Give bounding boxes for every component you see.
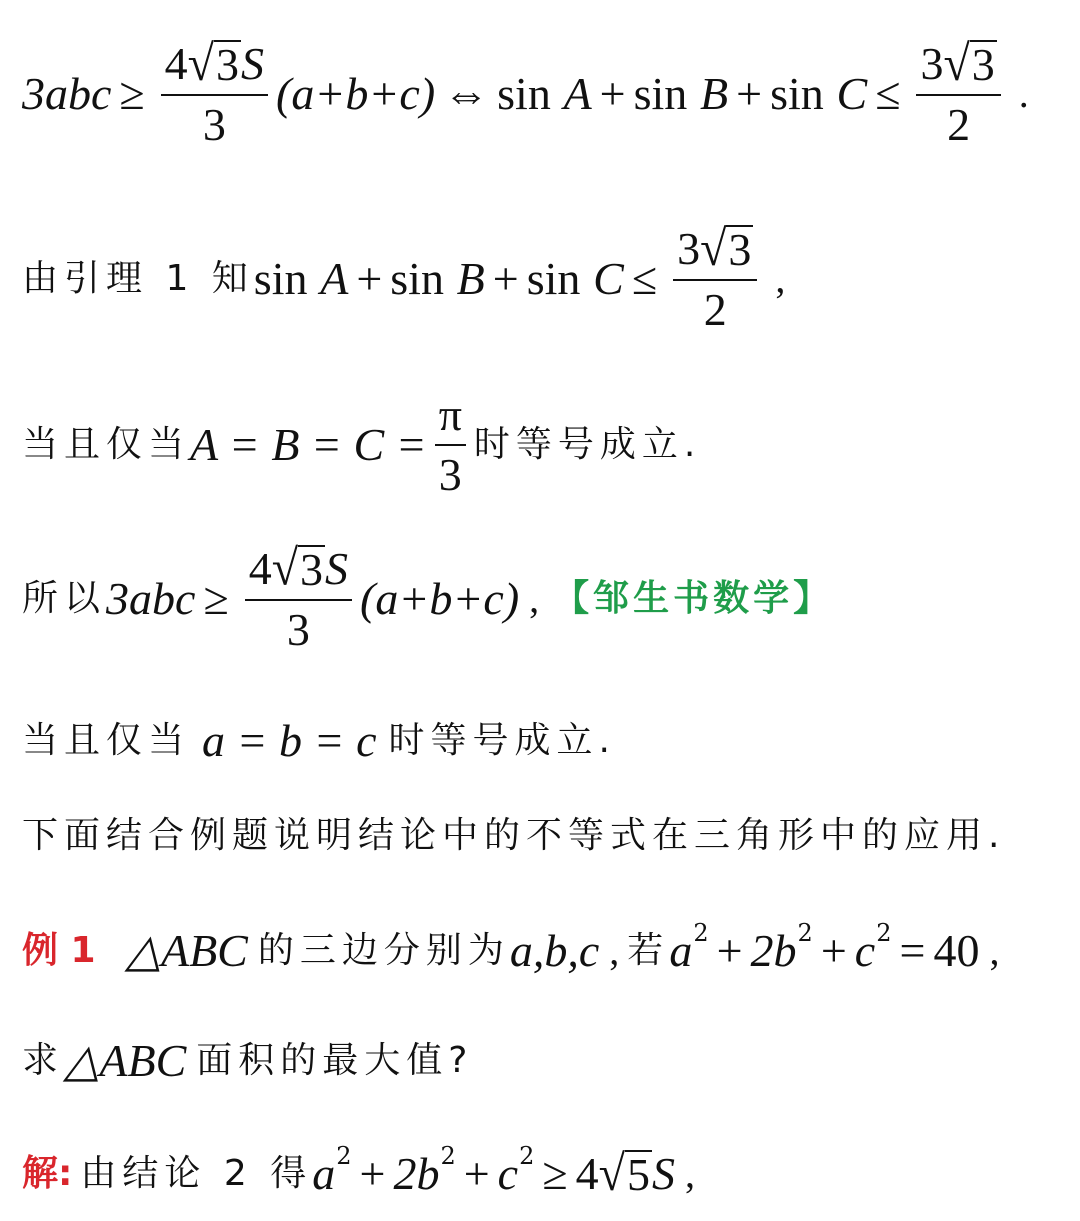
fraction-3sqrt3-over-2: 3 √ 3 2 [916, 40, 1000, 148]
solution-label: 解: [22, 1153, 73, 1194]
fraction-denominator: 3 [202, 99, 226, 150]
equality-ABC: A = B = C = [190, 419, 427, 470]
text-line-6: 下面结合例题说明结论中的不等式在三角形中的应用. [22, 815, 1006, 856]
formula-line-2: 由引理 1 知 sin A + sin B + sin C ≤ 3 √ 3 2 , [22, 220, 786, 335]
lhs-3abc: 3abc [22, 68, 112, 119]
solution-line: 解: 由结论 2 得 a 2 + 2b 2 + c 2 ≥ 4 √ 5 S , [22, 1142, 695, 1202]
sqrt-5: √ 5 [598, 1145, 650, 1202]
iff-symbol: ⇔ [443, 68, 490, 119]
example-label: 例 1 [22, 930, 96, 971]
fraction-numerator: 4 √ 3 S [161, 40, 268, 96]
lemma-prefix: 由引理 1 知 [22, 258, 254, 299]
paren-a-b-c: (a+b+c) [276, 68, 436, 119]
formula-line-4: 所以 3abc ≥ 4 √ 3 S 3 (a+b+c) , 【邹生书数学】 [22, 540, 834, 655]
triangle-ABC: △ABC [64, 1035, 187, 1086]
fraction-3sqrt3-over-2: 3 √ 3 2 [673, 225, 757, 333]
formula-line-3: 当且仅当 A = B = C = $\frac{\pi}{3}$ 时等号成立. [22, 389, 702, 500]
formula-line-5: 当且仅当 a = b = c 时等号成立. [22, 715, 616, 766]
watermark-tag: 【邹生书数学】 [553, 578, 834, 619]
question-line: 求 △ABC 面积的最大值? [22, 1035, 474, 1086]
fraction-4sqrt3S-over-3 [161, 35, 268, 150]
triangle-ABC: △ABC [125, 925, 248, 976]
ge-symbol: ≥ [119, 68, 145, 119]
fraction-pi-over-3: $\frac{\pi}{3}$ [435, 392, 466, 498]
example-1-line: 例 1 △ABC 的三边分别为 a,b,c , 若 a 2 + 2b 2 + c 2 = 40 , [22, 919, 1000, 976]
formula-line-1: 3abc ≥ 4 √ 3 S 3 (a+b+c) ⇔ sin A + sin B + sin C ≤ 3 √ 3 2 . [22, 35, 1029, 150]
fraction-4sqrt3S-over-3: 4 √ 3 S 3 [245, 545, 352, 653]
le-symbol: ≤ [875, 68, 901, 119]
sqrt-3: √ 3 [187, 35, 240, 92]
sqrt-3: √ 3 [943, 35, 995, 92]
